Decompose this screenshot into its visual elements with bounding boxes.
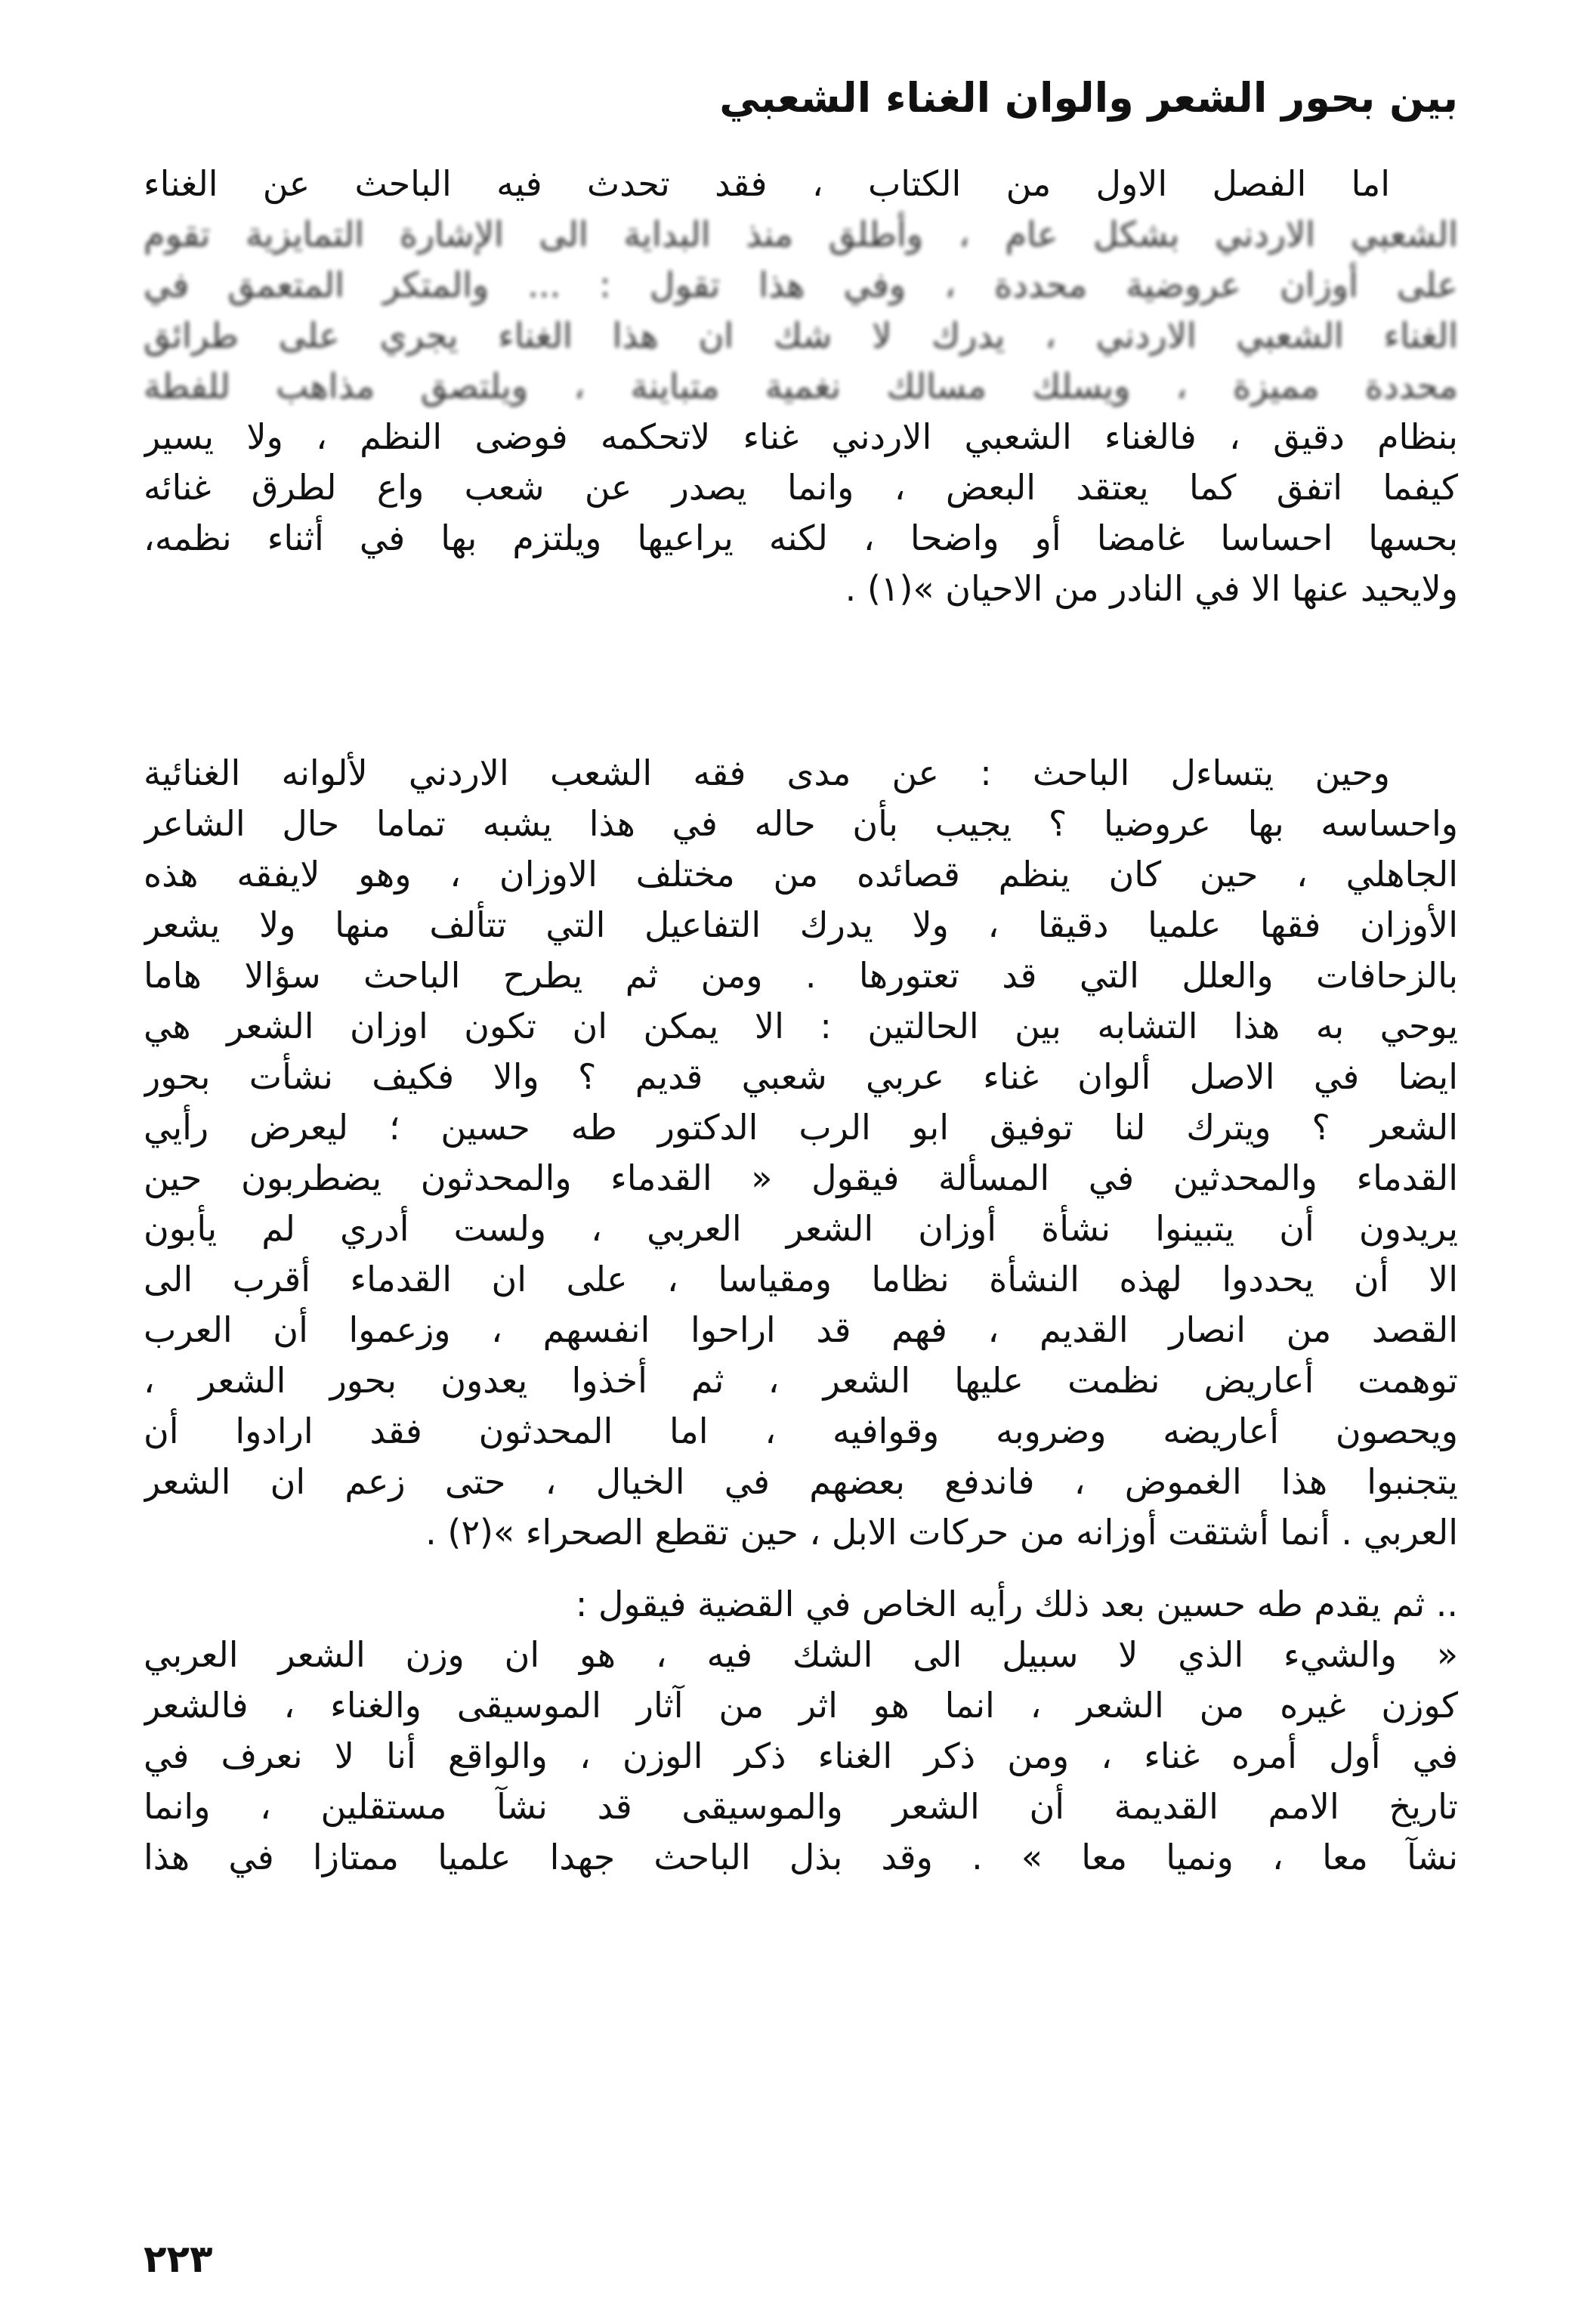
text-line: بحسها احساسا غامضا أو واضحا ، لكنه يراعيها ويلتزم بها في أثناء نظمه، (144, 518, 1458, 558)
text-line: يوحي به هذا التشابه بين الحالتين : الا يمكن ان تكون اوزان الشعر هي (144, 1006, 1458, 1046)
text-line: .. ثم يقدم طه حسين بعد ذلك رأيه الخاص في القضية فيقول : (575, 1584, 1458, 1624)
text-line: بالزحافات والعلل التي قد تعتورها . ومن ثم يطرح الباحث سؤالا هاما (144, 955, 1458, 996)
text-line: كوزن غيره من الشعر ، انما هو اثر من آثار الموسيقى والغناء ، فالشعر (144, 1685, 1458, 1726)
text-line: يريدون أن يتبينوا نشأة أوزان الشعر العربي ، ولست أدري لم يأبون (144, 1208, 1458, 1249)
text-line: واحساسه بها عروضيا ؟ يجيب بأن حاله في هذا يشبه تماما حال الشاعر (144, 803, 1458, 844)
running-head: بين بحور الشعر والوان الغناء الشعبي (719, 74, 1458, 122)
paragraph-3 (144, 1579, 1458, 1883)
text-line: ويحصون أعاريضه وضروبه وقوافيه ، اما المحدثون فقد ارادوا أن (144, 1411, 1458, 1451)
text-line: وحين يتساءل الباحث : عن مدى فقه الشعب الاردني لألوانه الغنائية (144, 753, 1390, 793)
text-line: ايضا في الاصل ألوان غناء عربي شعبي قديم ؟ والا فكيف نشأت بحور (144, 1056, 1458, 1097)
text-line: « والشيء الذي لا سبيل الى الشك فيه ، هو ان وزن الشعر العربي (144, 1634, 1458, 1675)
page-number: ٢٢٣ (144, 2237, 213, 2281)
text-line: توهمت أعاريض نظمت عليها الشعر ، ثم أخذوا يعدون بحور الشعر ، (144, 1360, 1458, 1401)
paragraph-1 (144, 159, 1458, 614)
text-line: الا أن يحددوا لهذه النشأة نظاما ومقياسا ، على ان القدماء أقرب الى (144, 1259, 1458, 1300)
text-line: ولايحيد عنها الا في النادر من الاحيان »(١) . (845, 568, 1458, 609)
text-line: اما الفصل الاول من الكتاب ، فقد تحدث فيه الباحث عن الغناء (144, 163, 1390, 204)
text-line-blurred: محددة مميزة ، ويسلك مسالك نغمية متباينة ، ويلتصق مذاهب للفطة (144, 366, 1458, 406)
text-line: بنظام دقيق ، فالغناء الشعبي الاردني غناء لاتحكمه فوضى النظم ، ولا يسير (144, 416, 1458, 457)
book-page (144, 68, 1458, 2282)
text-line: تاريخ الامم القديمة أن الشعر والموسيقى قد نشآ مستقلين ، وانما (144, 1786, 1458, 1827)
text-line: نشآ معا ، ونميا معا » . وقد بذل الباحث جهدا علميا ممتازا في هذا (144, 1837, 1458, 1877)
text-line: الجاهلي ، حين كان ينظم قصائده من مختلف الاوزان ، وهو لايفقه هذه (144, 854, 1458, 895)
text-line: الشعر ؟ ويترك لنا توفيق ابو الرب الدكتور طه حسين ؛ ليعرض رأيي (144, 1107, 1458, 1148)
text-line: الأوزان فقها علميا دقيقا ، ولا يدرك التفاعيل التي تتألف منها ولا يشعر (144, 904, 1458, 945)
text-line: القصد من انصار القديم ، فهم قد اراحوا انفسهم ، وزعموا أن العرب (144, 1309, 1458, 1350)
text-line-blurred: على أوزان عروضية محددة ، وفي هذا تقول : ... والمتكر المتعمق في (144, 264, 1458, 305)
text-line: العربي . أنما أشتقت أوزانه من حركات الابل ، حين تقطع الصحراء »(٢) . (425, 1512, 1458, 1553)
text-line: كيفما اتفق كما يعتقد البعض ، وانما يصدر عن شعب واع لطرق غنائه (144, 467, 1458, 508)
text-line-blurred: الشعبي الاردني بشكل عام ، وأطلق منذ البداية الى الإشارة التمايزية تقوم (144, 214, 1458, 255)
text-line: القدماء والمحدثين في المسألة فيقول « القدماء والمحدثون يضطربون حين (144, 1157, 1458, 1198)
text-line: في أول أمره غناء ، ومن ذكر الغناء ذكر الوزن ، والواقع أنا لا نعرف في (144, 1735, 1458, 1776)
text-line-blurred: الغناء الشعبي الاردني ، يدرك لا شك ان هذا الغناء يجري على طرائق (144, 315, 1458, 356)
paragraph-2 (144, 748, 1458, 1558)
text-line: يتجنبوا هذا الغموض ، فاندفع بعضهم في الخيال ، حتى زعم ان الشعر (144, 1461, 1458, 1502)
